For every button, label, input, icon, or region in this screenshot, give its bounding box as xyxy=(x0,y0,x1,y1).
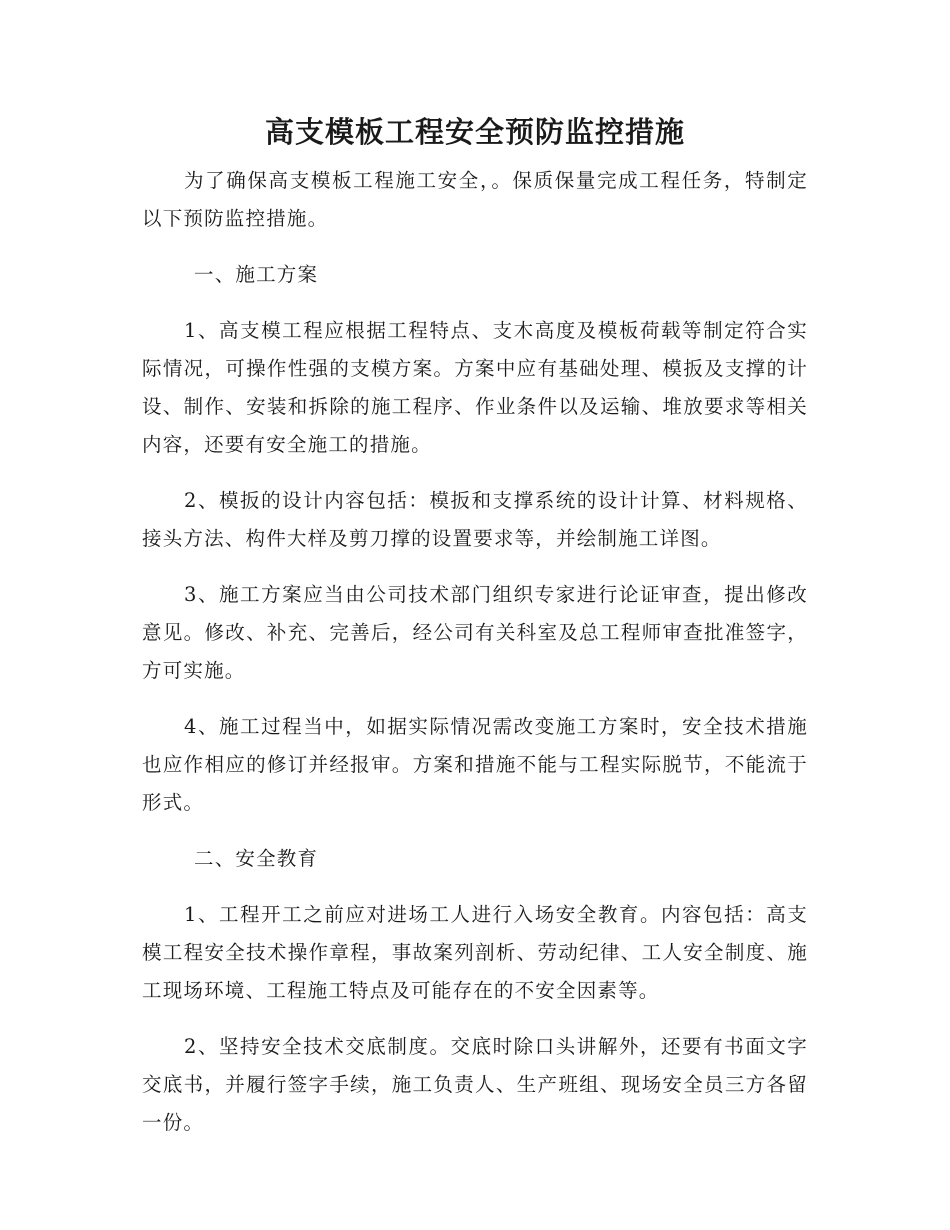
paragraph: 4、施工过程当中，如据实际情况需改变施工方案时，安全技术措施也应作相应的修订并经报审。方案和措施不能与工程实际脱节，不能流于形式。 xyxy=(142,715,808,814)
paragraph: 1、高支模工程应根据工程特点、支木高度及模板荷载等制定符合实际情况，可操作性强的支模方案。方案中应有基础处理、模扳及支撑的计设、制作、安装和拆除的施工程序、作业条件以及运输、堆放要求等相关内容，还要有安全施工的措施。 xyxy=(142,319,808,456)
paragraph: 2、坚持安全技术交底制度。交底时除口头讲解外，还要有书面文字交底书，并履行签字手续，施工负责人、生产班组、现场安全员三方各留一份。 xyxy=(142,1035,808,1134)
intro-paragraph: 为了确保高支模板工程施工安全，。保质保量完成工程任务，特制定以下预防监控措施。 xyxy=(142,169,808,230)
section-construction-plan xyxy=(142,256,808,822)
section-safety-education xyxy=(142,840,808,1142)
section-heading: 一、施工方案 xyxy=(194,263,319,286)
paragraph: 1、工程开工之前应对进场工人进行入场安全教育。内容包括：高支模工程安全技术操作章程，事故案列剖析、劳动纪律、工人安全制度、施工现场环境、工程施工特点及可能存在的不安全因素等。 xyxy=(142,903,808,1002)
section-heading: 二、安全教育 xyxy=(194,847,319,870)
document-body xyxy=(142,162,808,1160)
paragraph: 3、施工方案应当由公司技术部门组织专家进行论证审查，提出修改意见。修改、补充、完善后，经公司有关科室及总工程师审查批准签字，方可实施。 xyxy=(142,583,808,682)
document-title: 高支模板工程安全预防监控措施 xyxy=(264,115,685,149)
paragraph: 2、模扳的设计内容包括：模扳和支撑系统的设计计算、材料规格、接头方法、构件大样及剪刀撑的设置要求等，并绘制施工详图。 xyxy=(142,489,808,550)
